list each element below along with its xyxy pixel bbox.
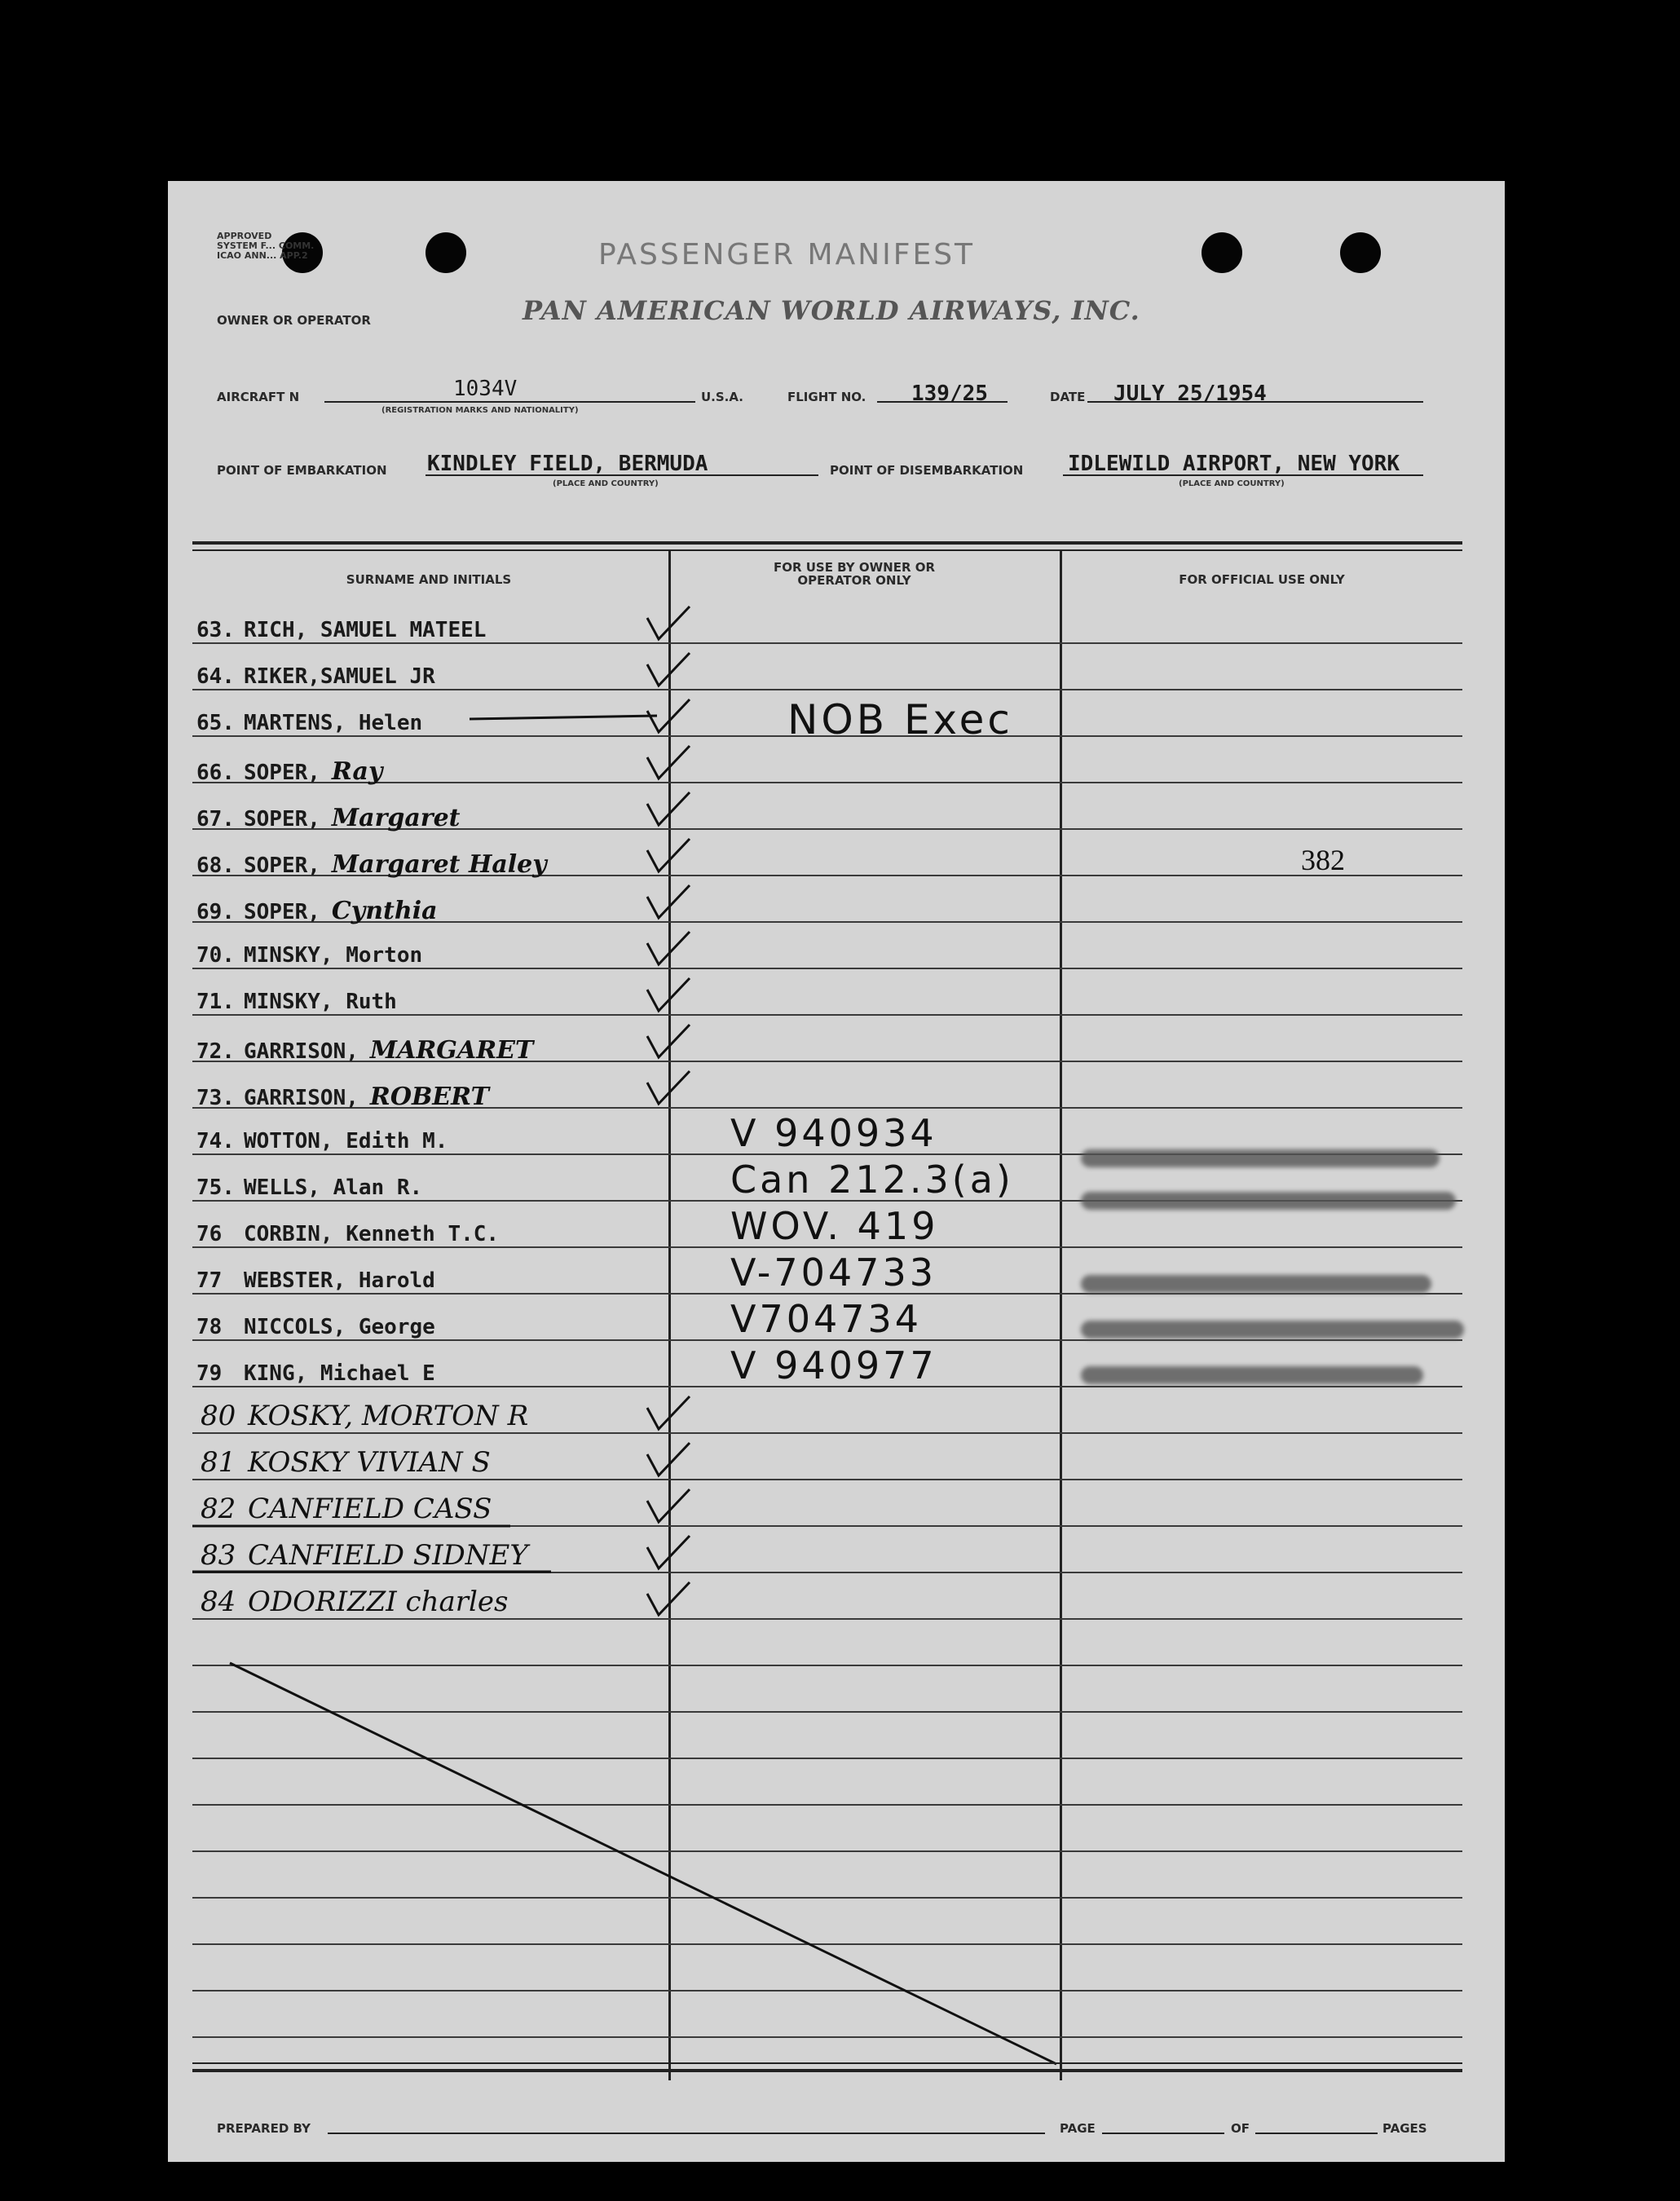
ink-smudge — [1081, 1192, 1456, 1210]
passenger-name: KOSKY, MORTON R — [248, 1400, 529, 1432]
row-number: 63. — [196, 618, 235, 642]
visa-code: Can 212.3(a) — [730, 1158, 1014, 1202]
row-number: 75. — [196, 1175, 235, 1200]
handwritten-name: Margaret Haley — [331, 850, 547, 879]
date-value: JULY 25/1954 — [1113, 382, 1267, 406]
passenger-name: WELLS, Alan R. — [244, 1175, 423, 1200]
handwritten-name: Cynthia — [331, 897, 438, 925]
passenger-name: NICCOLS, George — [244, 1315, 435, 1339]
approval-line: APPROVED — [217, 231, 272, 241]
row-number: 72. — [196, 1039, 235, 1064]
ink-smudge — [1081, 1275, 1431, 1293]
owner-label: OWNER OR OPERATOR — [217, 313, 371, 328]
row-number: 73. — [196, 1086, 235, 1110]
form-title: PASSENGER MANIFEST — [598, 238, 976, 271]
approval-line: ICAO ANN... APP.2 — [217, 250, 308, 261]
row-number: 70. — [196, 943, 235, 968]
check-mark — [647, 1536, 690, 1568]
check-mark — [647, 885, 690, 918]
check-mark — [647, 932, 690, 964]
visa-code: V-704733 — [730, 1250, 937, 1295]
page-label: PAGE — [1060, 2121, 1096, 2136]
passenger-name: SOPER, — [244, 900, 320, 924]
row-number: 77 — [196, 1268, 223, 1293]
owner-name: PAN AMERICAN WORLD AIRWAYS, INC. — [523, 295, 1140, 326]
prepared-line — [328, 2133, 1045, 2134]
passenger-name: RIKER,SAMUEL JR — [244, 664, 435, 689]
flight-value: 139/25 — [911, 382, 988, 406]
passenger-name: SOPER, — [244, 807, 320, 831]
row-number: 69. — [196, 900, 235, 924]
handwritten-name: Ray — [331, 757, 383, 786]
row-number: 65. — [196, 711, 235, 735]
embark-value: KINDLEY FIELD, BERMUDA — [427, 452, 708, 476]
passenger-name: SOPER, — [244, 761, 320, 785]
col-header-official: FOR OFFICIAL USE ONLY — [1179, 572, 1345, 587]
row-number: 79 — [196, 1361, 223, 1386]
visa-code: V704734 — [730, 1297, 923, 1341]
passenger-name: RICH, SAMUEL MATEEL — [244, 618, 487, 642]
check-mark — [647, 606, 690, 639]
ink-smudge — [1081, 1321, 1464, 1339]
pages-label: PAGES — [1382, 2121, 1427, 2136]
disembark-label: POINT OF DISEMBARKATION — [830, 463, 1024, 478]
ink-smudge — [1081, 1366, 1423, 1384]
prepared-label: PREPARED BY — [217, 2121, 311, 2136]
row-number: 67. — [196, 807, 235, 831]
aircraft-label: AIRCRAFT N — [217, 390, 300, 404]
row-number: 68. — [196, 853, 235, 878]
check-mark — [647, 653, 690, 686]
handwritten-name: ROBERT — [369, 1083, 489, 1111]
check-mark — [647, 1582, 690, 1615]
embark-sub: (PLACE AND COUNTRY) — [553, 479, 659, 488]
passenger-name: SOPER, — [244, 853, 320, 878]
disembark-sub: (PLACE AND COUNTRY) — [1179, 479, 1285, 488]
check-mark — [647, 1396, 690, 1429]
passenger-name: MINSKY, Ruth — [244, 990, 397, 1014]
embark-label: POINT OF EMBARKATION — [217, 463, 387, 478]
handwritten-name: MARGARET — [369, 1036, 534, 1065]
manifest-page — [168, 181, 1505, 2162]
passenger-name: MINSKY, Morton — [244, 943, 423, 968]
check-mark — [647, 839, 690, 871]
void-diagonal-line — [230, 1663, 1056, 2064]
pen-marks — [168, 181, 1505, 2162]
official-number: 382 — [1301, 844, 1345, 876]
of-line — [1255, 2133, 1378, 2134]
passenger-name: GARRISON, — [244, 1086, 359, 1110]
passenger-name: GARRISON, — [244, 1039, 359, 1064]
row-number: 83 — [201, 1539, 236, 1572]
visa-code: V 940977 — [730, 1343, 937, 1387]
visa-code: V 940934 — [730, 1111, 937, 1155]
passenger-name: WOTTON, Edith M. — [244, 1129, 448, 1153]
check-mark — [647, 1071, 690, 1104]
aircraft-sub: (REGISTRATION MARKS AND NATIONALITY) — [381, 406, 579, 415]
passenger-name: ODORIZZI charles — [248, 1586, 509, 1618]
passenger-name: KING, Michael E — [244, 1361, 435, 1386]
passenger-name: WEBSTER, Harold — [244, 1268, 435, 1293]
flight-label: FLIGHT NO. — [787, 390, 866, 404]
row-number: 82 — [201, 1493, 236, 1525]
passenger-name: KOSKY VIVIAN S — [248, 1446, 491, 1479]
row-number: 81 — [201, 1446, 236, 1479]
row-number: 66. — [196, 761, 235, 785]
nob-note: NOB Exec — [787, 696, 1013, 743]
disembark-value: IDLEWILD AIRPORT, NEW YORK — [1068, 452, 1400, 476]
of-label: OF — [1231, 2121, 1250, 2136]
aircraft-value: 1034V — [453, 377, 518, 401]
check-mark — [647, 1025, 690, 1057]
row-number: 80 — [201, 1400, 236, 1432]
check-mark — [647, 792, 690, 825]
row-number: 76 — [196, 1222, 223, 1246]
passenger-name: CORBIN, Kenneth T.C. — [244, 1222, 500, 1246]
handwritten-name: Margaret — [331, 804, 461, 832]
ink-smudge — [1081, 1149, 1440, 1167]
row-number: 74. — [196, 1129, 235, 1153]
row-number: 84 — [201, 1586, 236, 1618]
approval-line: SYSTEM F... COMM. — [217, 240, 315, 251]
passenger-name: CANFIELD SIDNEY — [248, 1539, 528, 1572]
date-label: DATE — [1050, 390, 1086, 404]
row-number: 64. — [196, 664, 235, 689]
check-mark — [647, 1489, 690, 1522]
visa-code: WOV. 419 — [730, 1204, 939, 1248]
col-header-name: SURNAME AND INITIALS — [346, 572, 512, 587]
page-line — [1102, 2133, 1224, 2134]
strikeout-line — [470, 716, 657, 719]
check-mark — [647, 746, 690, 779]
check-mark — [647, 1443, 690, 1475]
table-bottom-rule — [192, 2069, 1462, 2072]
col-header-owner: FOR USE BY OWNER OR OPERATOR ONLY — [773, 560, 936, 588]
table-bottom-rule — [192, 2062, 1462, 2064]
check-mark — [647, 978, 690, 1011]
row-number: 78 — [196, 1315, 223, 1339]
row-number: 71. — [196, 990, 235, 1014]
passenger-name: CANFIELD CASS — [248, 1493, 492, 1525]
usa-label: U.S.A. — [701, 390, 743, 404]
passenger-name: MARTENS, Helen — [244, 711, 423, 735]
